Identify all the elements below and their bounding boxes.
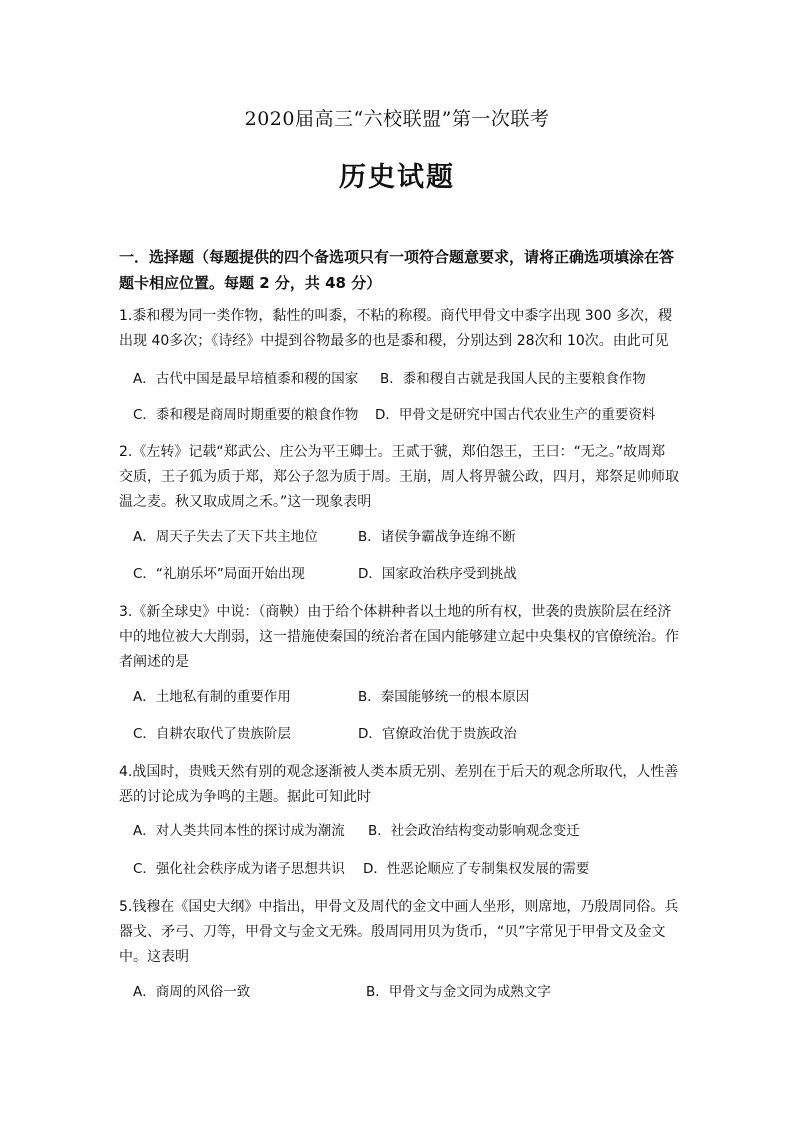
- question-5-stem: 5.钱穆在《国史大纲》中指出，甲骨文及周代的金文中画人坐形，则席地，乃殷周同俗。兵器戈、矛弓、刀等，甲骨文与金文无殊。殷周同用贝为货币，“贝”字常见于甲骨文及金文中。这表明: [119, 899, 679, 965]
- section-heading: 一．选择题（每题提供的四个备选项只有一项符合题意要求，请将正确选项填涂在答题卡相应位置。每题 2 分，共 48 分）: [119, 248, 675, 292]
- question-1-stem: 1.黍和稷为同一类作物，黏性的叫黍，不粘的称稷。商代甲骨文中黍字出现 300 多次，稷出现 40多次；《诗经》中提到谷物最多的也是黍和稷，分别达到 28次和 10次。由此可见: [119, 308, 672, 349]
- question-3-option-d: D．官僚政治优于贵族政治: [358, 726, 517, 742]
- question-4-option-c: C．强化社会秩序成为诸子思想共识: [133, 861, 345, 877]
- exam-title: 2020届高三“六校联盟”第一次联考: [244, 108, 550, 130]
- question-4-option-b: B．社会政治结构变动影响观念变迁: [368, 823, 580, 839]
- question-2-option-a: A．周天子失去了天下共主地位: [133, 529, 318, 545]
- question-4-stem: 4.战国时，贵贱天然有别的观念逐渐被人类本质无别、差别在于后天的观念所取代，人性善恶的讨论成为争鸣的主题。据此可知此时: [119, 764, 679, 805]
- question-4-option-d: D．性恶论顺应了专制集权发展的需要: [363, 861, 590, 877]
- question-4-option-a: A．对人类共同本性的探讨成为潮流: [133, 823, 345, 839]
- question-3-stem: 3.《新全球史》中说：（商鞅）由于给个体耕种者以土地的所有权，世袭的贵族阶层在经济中的地位被大大削弱，这一措施使秦国的统治者在国内能够建立起中央集权的官僚统治。作者阐述的是: [119, 604, 679, 670]
- question-1-option-d: D．甲骨文是研究中国古代农业生产的重要资料: [375, 407, 656, 423]
- question-5-option-a: A．商周的风俗一致: [133, 984, 251, 1000]
- question-1-option-c: C．黍和稷是商周时期重要的粮食作物: [133, 407, 359, 423]
- subject-title: 历史试题: [339, 162, 455, 193]
- question-2-option-b: B．诸侯争霸战争连绵不断: [358, 529, 516, 545]
- question-3-option-c: C．自耕农取代了贵族阶层: [133, 726, 291, 742]
- question-2-stem: 2.《左转》记载“郑武公、庄公为平王卿士。王贰于虢，郑伯怨王，王曰：“无之。”故周郑交质，王子狐为质于郑，郑公子忽为质于周。王崩，周人将畀虢公政，四月，郑祭足帅师取温之麦。秋又取成周之禾。”这一现象表明: [119, 444, 679, 510]
- question-5-option-b: B．甲骨文与金文同为成熟文字: [366, 984, 551, 1000]
- question-2-option-d: D．国家政治秩序受到挑战: [358, 566, 517, 582]
- question-1-option-b: B．黍和稷自古就是我国人民的主要粮食作物: [380, 371, 646, 387]
- question-2-option-c: C．“礼崩乐坏”局面开始出现: [133, 566, 305, 582]
- question-3-option-a: A．土地私有制的重要作用: [133, 689, 291, 705]
- question-3-option-b: B．秦国能够统一的根本原因: [358, 689, 530, 705]
- question-1-option-a: A．古代中国是最早培植黍和稷的国家: [133, 371, 359, 387]
